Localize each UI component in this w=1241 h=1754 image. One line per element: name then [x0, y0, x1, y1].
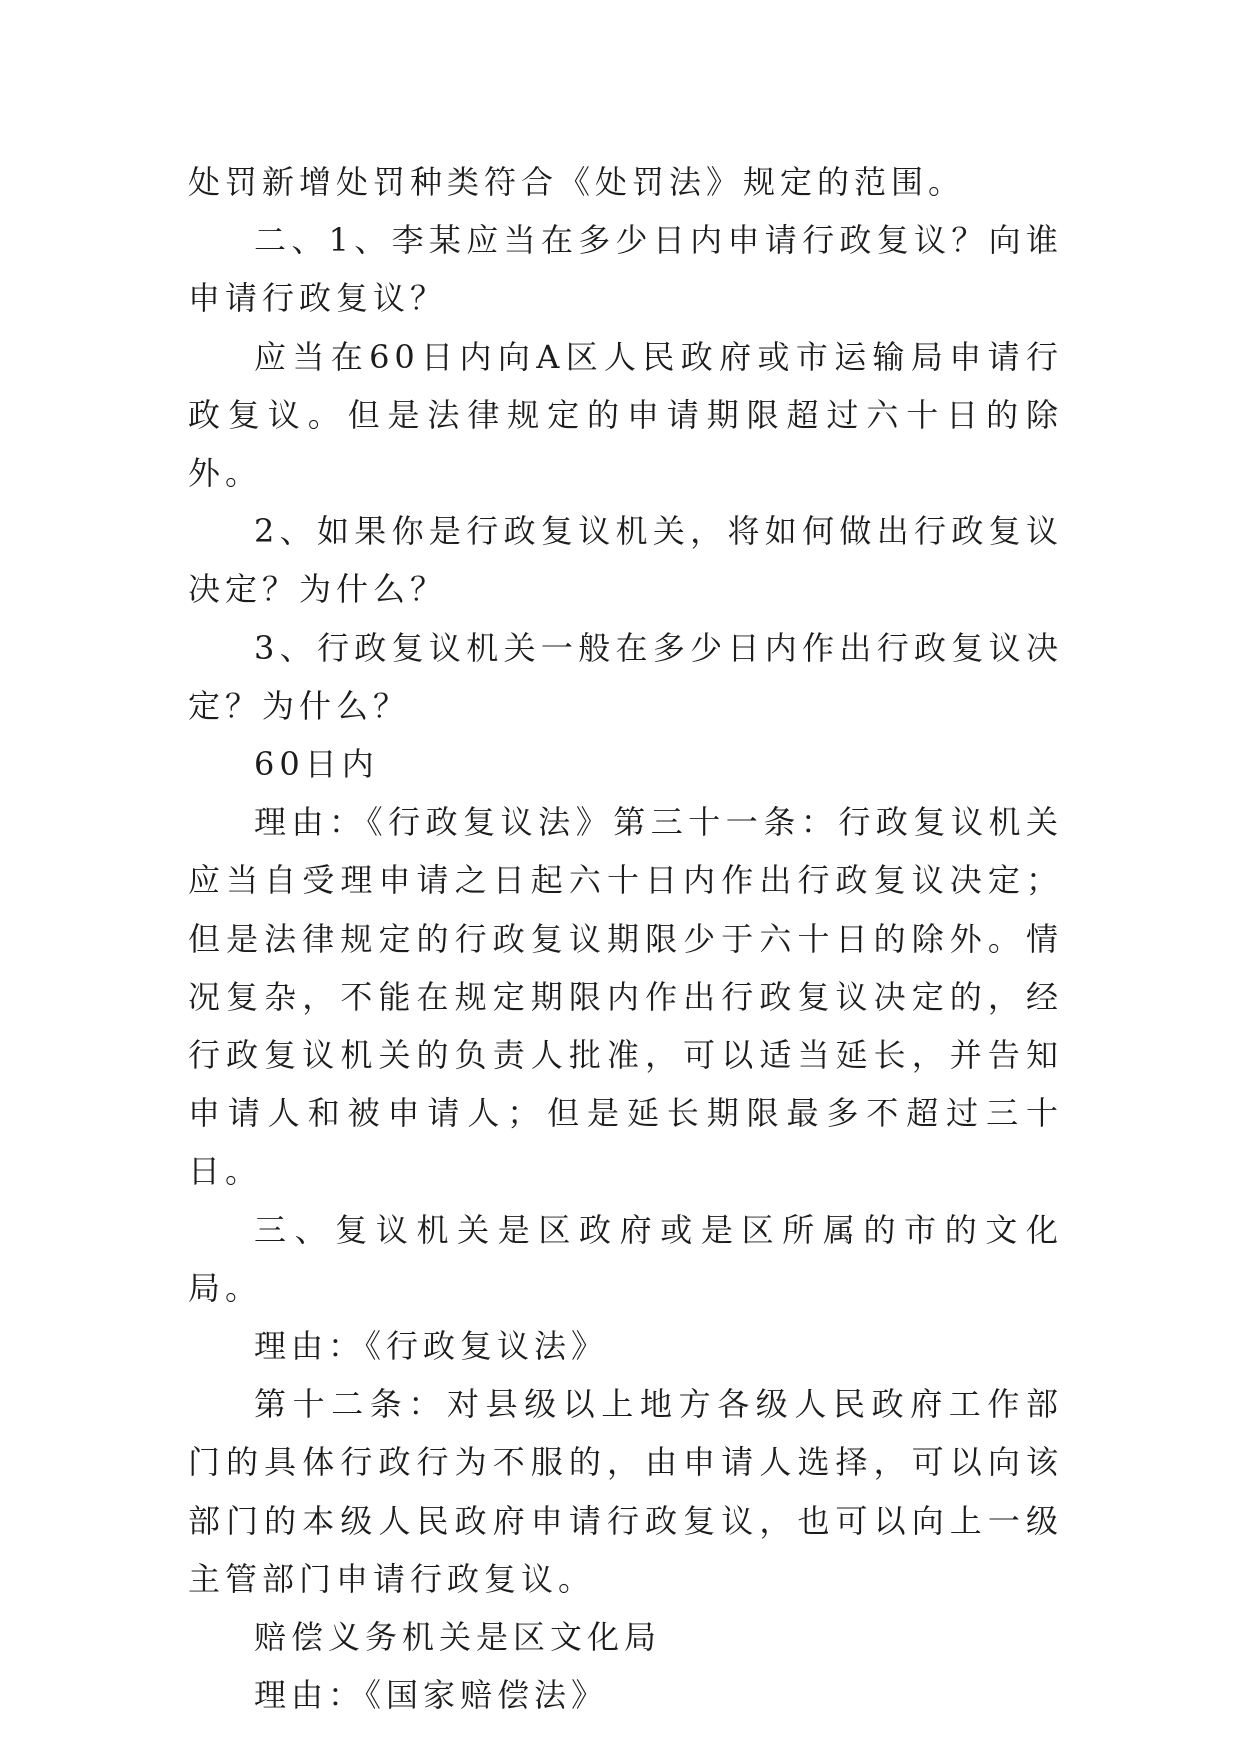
paragraph: 3、行政复议机关一般在多少日内作出行政复议决定？为什么？ — [188, 628, 1063, 725]
paragraph: 三、复议机关是区政府或是区所属的市的文化局。 — [188, 1210, 1063, 1307]
paragraph: 赔偿义务机关是区文化局 — [254, 1618, 662, 1657]
paragraph: 2、如果你是行政复议机关，将如何做出行政复议决定？为什么？ — [188, 512, 1063, 609]
paragraph: 理由：《行政复议法》 — [254, 1327, 609, 1366]
document-page — [188, 153, 1063, 1724]
paragraph: 理由：《行政复议法》第三十一条：行政复议机关应当自受理申请之日起六十日内作出行政复议决定；但是法律规定的行政复议期限少于六十日的除外。情况复杂，不能在规定期限内作出行政复议决定的，经行政复议机关的负责人批准，可以适当延长，并告知申请人和被申请人；但是延长期限最多不超过三十日。 — [188, 803, 1063, 1191]
paragraph: 第十二条：对县级以上地方各级人民政府工作部门的具体行政行为不服的，由申请人选择，可以向该部门的本级人民政府申请行政复议，也可以向上一级主管部门申请行政复议。 — [188, 1385, 1063, 1598]
paragraph: 理由：《国家赔偿法》 — [254, 1676, 609, 1715]
paragraph: 二、1、李某应当在多少日内申请行政复议？向谁申请行政复议？ — [188, 221, 1063, 318]
paragraph: 60日内 — [254, 745, 379, 784]
paragraph: 处罚新增处罚种类符合《处罚法》规定的范围。 — [188, 163, 966, 201]
paragraph: 应当在60日内向A区人民政府或市运输局申请行政复议。但是法律规定的申请期限超过六十日的除外。 — [188, 337, 1063, 493]
